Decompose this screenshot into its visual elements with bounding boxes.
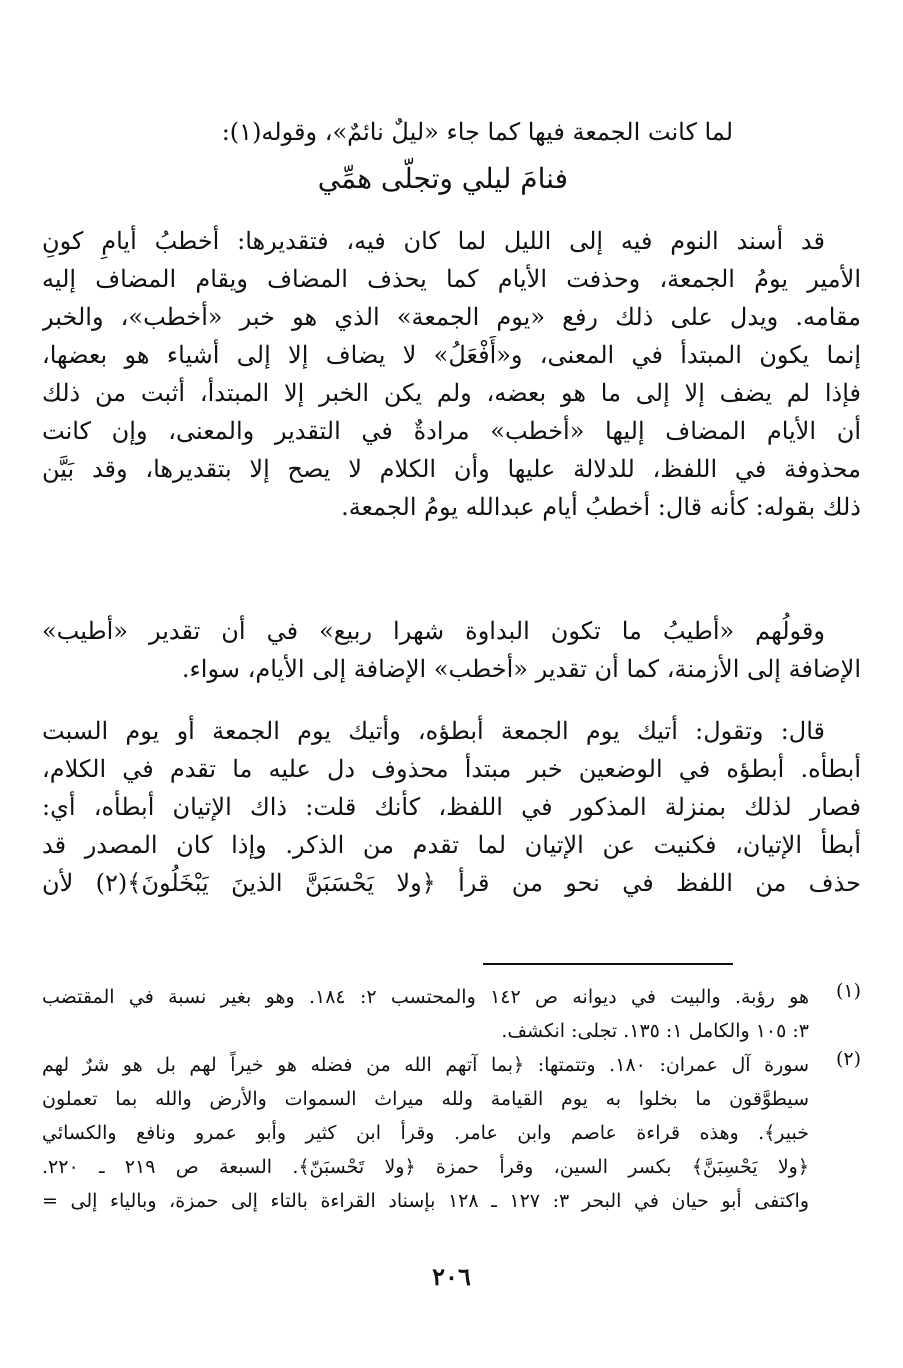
paragraph-line: ذلك بقوله: كأنه قال: أخطبُ أيام عبدالله يومُ الجمعة. bbox=[341, 493, 861, 521]
footnotes bbox=[42, 980, 861, 1218]
footnote-line: سيطوَّقون ما بخلوا به يوم القيامة ولله ميراث السموات والأرض والله بما تعملون bbox=[42, 1088, 809, 1110]
paragraph-line: أبطأه. أبطؤه في الوضعين خبر مبتدأ محذوف دل عليه ما تقدم في الكلام، bbox=[42, 755, 861, 783]
paragraph-line: حذف من اللفظ في نحو من قرأ ﴿ولا يَحْسَبَنَّ الذينَ يَبْخَلُونَ﴾(٢) لأن bbox=[42, 869, 861, 897]
paragraph-line: أبطأ الإتيان، فكنيت عن الإتيان لما تقدم من الذكر. وإذا كان المصدر قد bbox=[42, 831, 861, 859]
paragraph-line: أن الأيام المضاف إليها «أخطب» مرادةٌ في التقدير والمعنى، وإن كانت bbox=[42, 417, 861, 445]
paragraph-line: إنما يكون المبتدأ في المعنى، و«أَفْعَلُ» لا يضاف إلا إلى أشياء هو بعضها، bbox=[42, 341, 861, 369]
paragraph-line: الأمير يومُ الجمعة، وحذفت الأيام كما يحذف المضاف ويقام المضاف إليه bbox=[42, 265, 861, 293]
footnote-line: خبير﴾. وهذه قراءة عاصم وابن عامر. وقرأ ابن كثير وأبو عمرو ونافع والكسائي bbox=[42, 1122, 809, 1144]
footnote-1 bbox=[42, 980, 861, 1048]
paragraph-line: مقامه. ويدل على ذلك رفع «يوم الجمعة» الذي هو خبر «أخطب»، والخبر bbox=[42, 303, 861, 331]
page-number: ٢٠٦ bbox=[432, 1262, 471, 1291]
footnote-separator bbox=[483, 963, 733, 965]
poetry-verse: فنامَ ليلي وتجلّى همِّي bbox=[317, 162, 568, 195]
paragraph-1 bbox=[42, 222, 861, 526]
paragraph-line: الإضافة إلى الأزمنة، كما أن تقدير «أخطب» الإضافة إلى الأيام، سواء. bbox=[181, 655, 861, 683]
footnote-line: ﴿ولا يَحْسِبَنَّ﴾ بكسر السين، وقرأ حمزة ﴿ولا تَحْسبَنّ﴾. السبعة ص ٢١٩ ـ ٢٢٠. bbox=[42, 1156, 809, 1178]
paragraph-line: فصار لذلك بمنزلة المذكور في اللفظ، كأنك قلت: ذاك الإتيان أبطأه، أي: bbox=[42, 793, 861, 821]
paragraph-2 bbox=[42, 612, 861, 688]
paragraph-line: قال: وتقول: أتيك يوم الجمعة أبطؤه، وأتيك يوم الجمعة أو يوم السبت bbox=[42, 717, 825, 745]
footnote-line: سورة آل عمران: ١٨٠. وتتمتها: ﴿بما آتهم الله من فضله هو خيراً لهم بل هو شرٌ لهم bbox=[42, 1054, 809, 1076]
paragraph-line: فإذا لم يضف إلا إلى ما هو بعضه، ولم يكن الخبر إلا المبتدأ، أثبت من ذلك bbox=[42, 379, 861, 407]
footnote-line: هو رؤبة. والبيت في ديوانه ص ١٤٢ والمحتسب ٢: ١٨٤. وهو بغير نسبة في المقتضب bbox=[42, 986, 809, 1008]
footnote-number: (١) bbox=[835, 980, 861, 1002]
paragraph-line: محذوفة في اللفظ، للدلالة عليها وأن الكلام لا يصح إلا بتقديرها، وقد بَيَّن bbox=[42, 455, 861, 483]
opening-block bbox=[160, 112, 733, 152]
footnote-line: واكتفى أبو حيان في البحر ٣: ١٢٧ ـ ١٢٨ بإسناد القراءة بالتاء إلى حمزة، وبالياء إلى = bbox=[42, 1190, 809, 1212]
paragraph-line: قد أسند النوم فيه إلى الليل لما كان فيه، فتقديرها: أخطبُ أيامِ كونِ bbox=[42, 227, 825, 255]
paragraph-3 bbox=[42, 712, 861, 902]
footnote-2 bbox=[42, 1048, 861, 1218]
paragraph-line: وقولُهم «أطيبُ ما تكون البداوة شهرا ربيع» في أن تقدير «أطيب» bbox=[42, 617, 825, 645]
footnote-line: ٣: ١٠٥ والكامل ١: ١٣٥. تجلى: انكشف. bbox=[501, 1020, 809, 1042]
opening-line: لما كانت الجمعة فيها كما جاء «ليلٌ نائمٌ»، وقوله(١): bbox=[221, 118, 733, 146]
footnote-number: (٢) bbox=[835, 1048, 861, 1070]
